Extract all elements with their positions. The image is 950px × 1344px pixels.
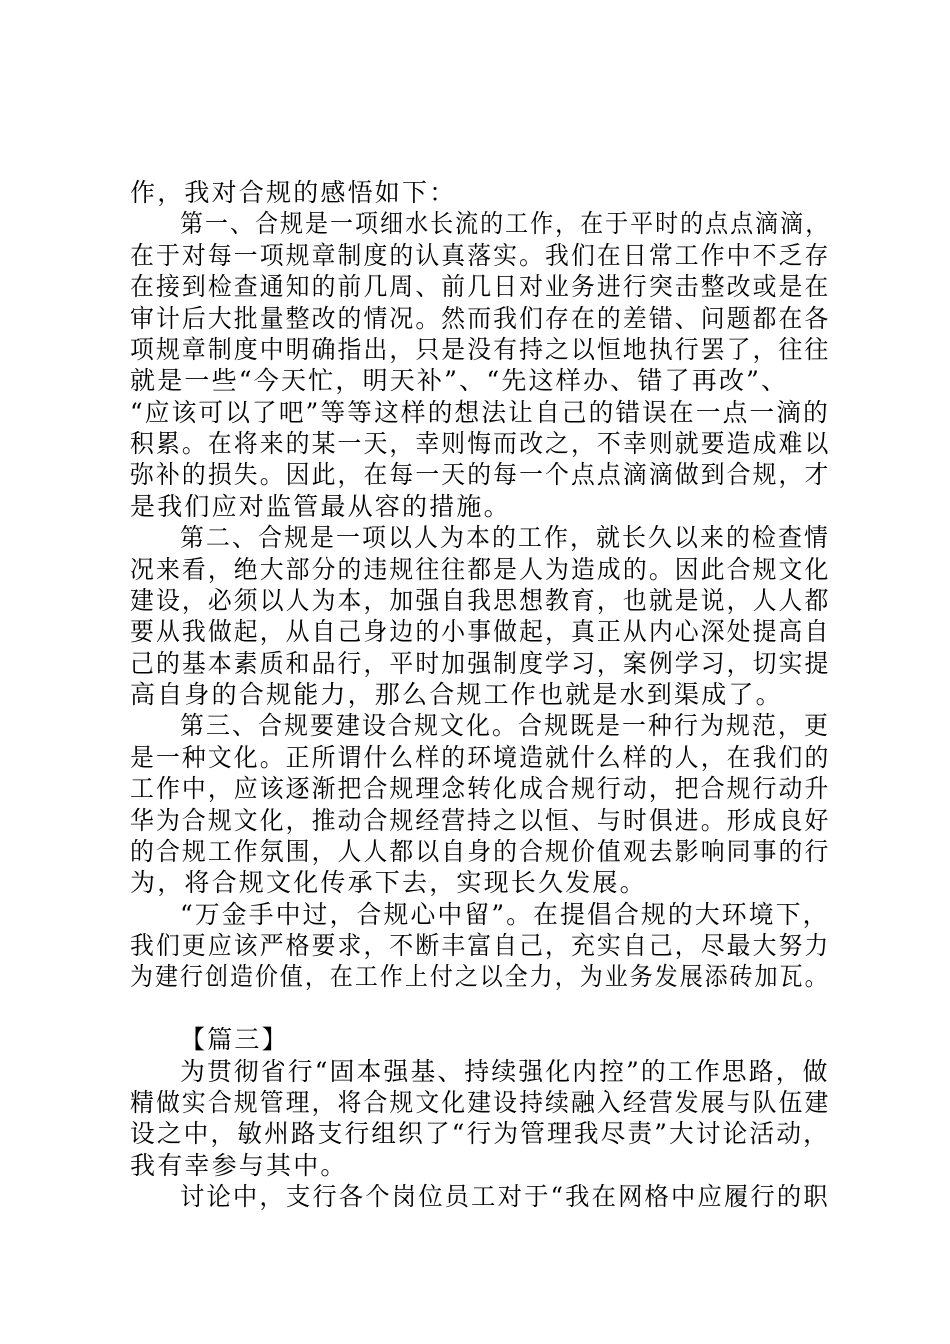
paragraph-line: 我们更应该严格要求，不断丰富自己，充实自己，尽最大努力 xyxy=(130,931,831,960)
paragraph-line: 我有幸参与其中。 xyxy=(130,1151,348,1180)
paragraph-line: 况来看，绝大部分的违规往往都是人为造成的。因此合规文化 xyxy=(130,555,831,584)
paragraph-line: 在于对每一项规章制度的认真落实。我们在日常工作中不乏存 xyxy=(130,241,831,270)
paragraph-line: 作，我对合规的感悟如下： xyxy=(130,178,457,207)
paragraph-line: 在接到检查通知的前几周、前几日对业务进行突击整改或是在 xyxy=(130,272,831,301)
paragraph-line: 为建行创造价值，在工作上付之以全力，为业务发展添砖加瓦。 xyxy=(130,962,830,991)
section-heading: 【篇三】 xyxy=(180,1025,289,1054)
paragraph-line: 的合规工作氛围，人人都以自身的合规价值观去影响同事的行 xyxy=(130,837,831,866)
paragraph-line: 工作中，应该逐渐把合规理念转化成合规行动，把合规行动升 xyxy=(130,774,831,803)
paragraph-line: 是我们应对监管最从容的措施。 xyxy=(130,492,511,521)
paragraph-line: 建设，必须以人为本，加强自我思想教育，也就是说，人人都 xyxy=(130,586,831,615)
paragraph-line: 第二、合规是一项以人为本的工作，就长久以来的检查情 xyxy=(180,523,831,552)
paragraph-line: 讨论中，支行各个岗位员工对于“我在网格中应履行的职 xyxy=(180,1182,830,1211)
paragraph-line: 项规章制度中明确指出，只是没有持之以恒地执行罢了，往往 xyxy=(130,335,831,364)
paragraph-line: 华为合规文化，推动合规经营持之以恒、与时俱进。形成良好 xyxy=(130,806,831,835)
paragraph-line: 高自身的合规能力，那么合规工作也就是水到渠成了。 xyxy=(130,680,783,709)
paragraph-line: 要从我做起，从自己身边的小事做起，真正从内心深处提高自 xyxy=(130,617,831,646)
paragraph-line: 是一种文化。正所谓什么样的环境造就什么样的人，在我们的 xyxy=(130,743,831,772)
paragraph-line: “应该可以了吧”等等这样的想法让自己的错误在一点一滴的 xyxy=(130,398,830,427)
paragraph-line: 第三、合规要建设合规文化。合规既是一种行为规范，更 xyxy=(180,711,831,740)
paragraph-line: 设之中，敏州路支行组织了“行为管理我尽责”大讨论活动， xyxy=(130,1119,830,1148)
paragraph-line: 弥补的损失。因此，在每一天的每一个点点滴滴做到合规，才 xyxy=(130,460,831,489)
paragraph-line: 为，将合规文化传承下去，实现长久发展。 xyxy=(130,868,647,897)
paragraph-line: 审计后大批量整改的情况。然而我们存在的差错、问题都在各 xyxy=(130,304,831,333)
paragraph-line: “万金手中过，合规心中留”。在提倡合规的大环境下， xyxy=(180,900,830,929)
paragraph-line: 就是一些“今天忙，明天补”、“先这样办、错了再改”、 xyxy=(130,366,789,395)
paragraph-line: 第一、合规是一项细水长流的工作，在于平时的点点滴滴， xyxy=(180,209,831,238)
paragraph-line: 己的基本素质和品行，平时加强制度学习，案例学习，切实提 xyxy=(130,649,831,678)
paragraph-line: 为贯彻省行“固本强基、持续强化内控”的工作思路，做 xyxy=(180,1057,830,1086)
paragraph-line: 精做实合规管理，将合规文化建设持续融入经营发展与队伍建 xyxy=(130,1088,831,1117)
paragraph-line: 积累。在将来的某一天，幸则悔而改之，不幸则就要造成难以 xyxy=(130,429,831,458)
